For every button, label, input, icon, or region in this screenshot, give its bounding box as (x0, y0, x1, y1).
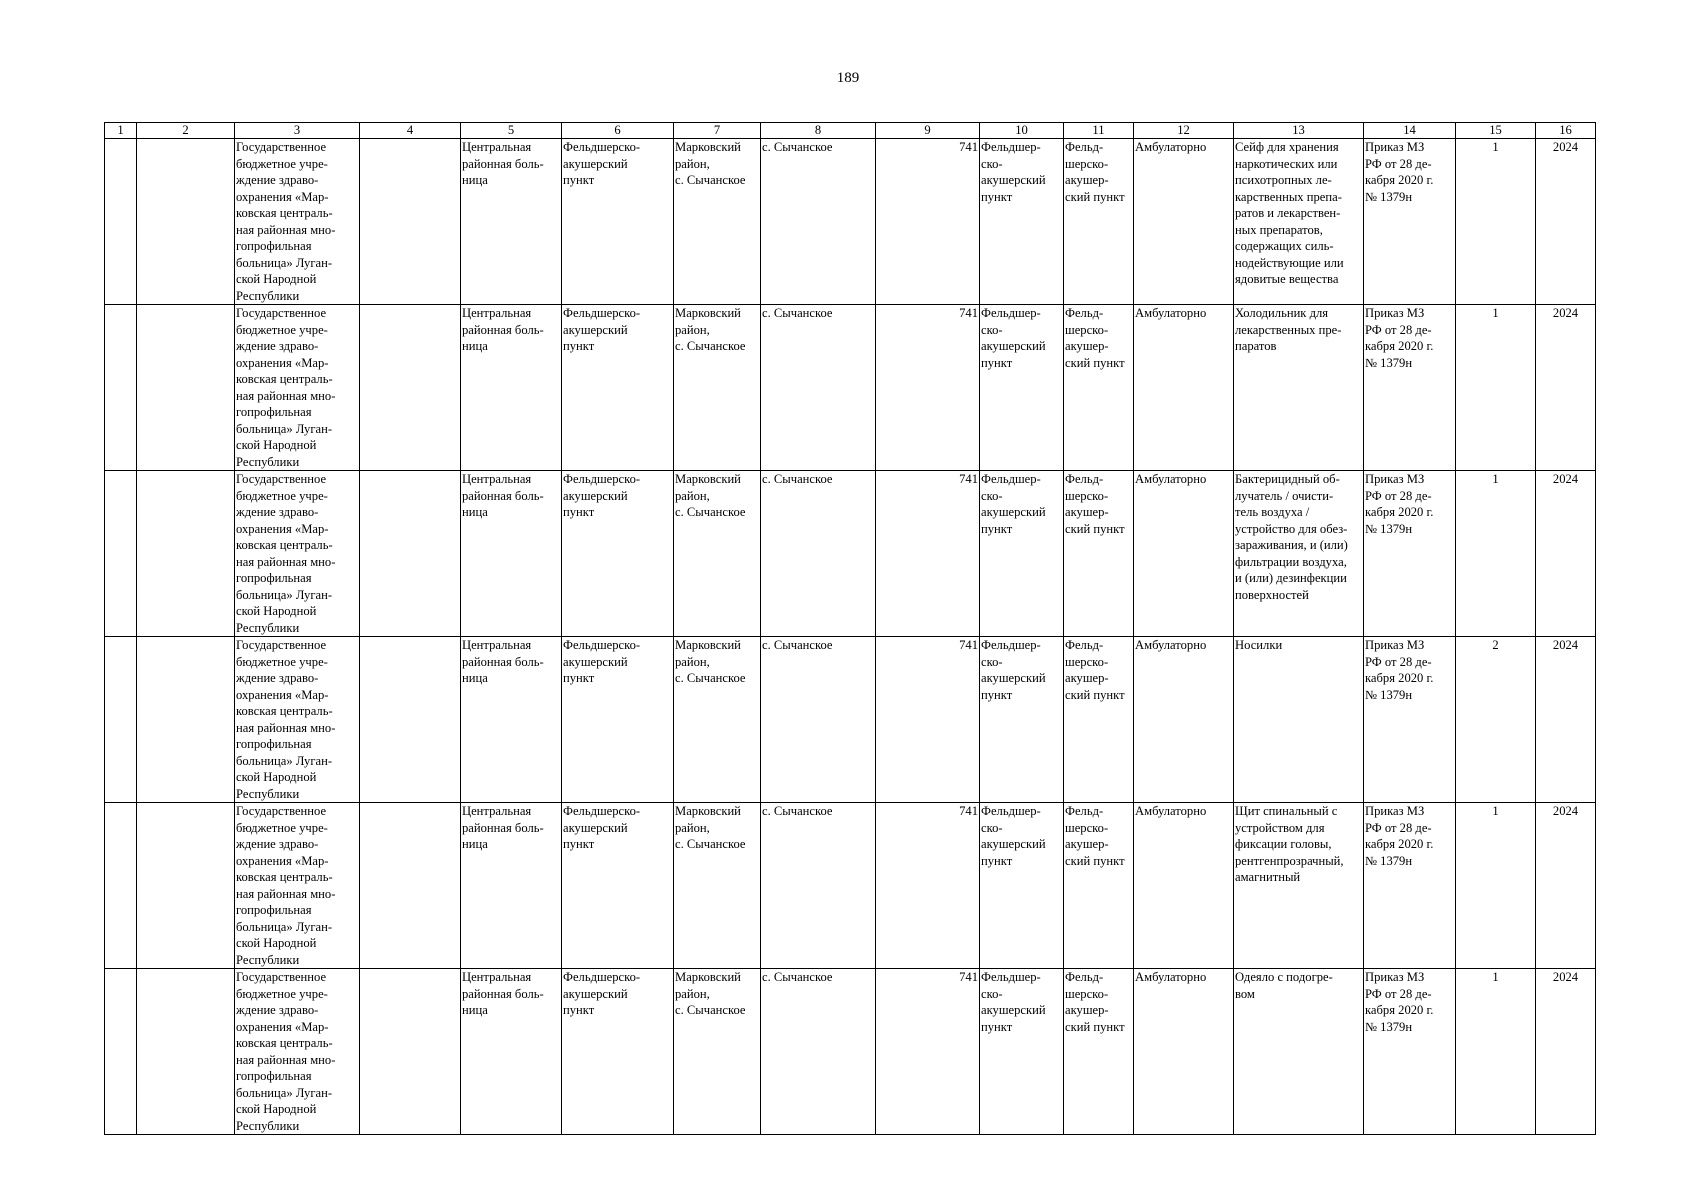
cell-subdivision: Фельд- шерско- акушер- ский пункт (1064, 305, 1134, 471)
cell-hospital-type: Центральная районная боль- ница (461, 637, 562, 803)
cell-order: Приказ МЗ РФ от 28 де- кабря 2020 г. № 1379н (1364, 803, 1456, 969)
cell-settlement: с. Сычанское (761, 305, 876, 471)
cell-col-4 (360, 969, 461, 1135)
header-cell-1: 1 (105, 123, 137, 139)
table-row (105, 969, 1596, 1135)
cell-district: Марковский район, с. Сычанское (674, 305, 761, 471)
cell-population: 741 (876, 471, 980, 637)
cell-col-2 (137, 305, 235, 471)
table-row (105, 305, 1596, 471)
cell-district: Марковский район, с. Сычанское (674, 637, 761, 803)
cell-quantity: 1 (1456, 969, 1536, 1135)
cell-col-1 (105, 139, 137, 305)
cell-col-2 (137, 803, 235, 969)
cell-col-2 (137, 969, 235, 1135)
cell-institution: Государственное бюджетное учре- ждение здраво- охранения «Мар- ковская централь- ная районная мно- гопрофильная больница» Луган- ской Народной Республики (235, 305, 360, 471)
cell-district: Марковский район, с. Сычанское (674, 471, 761, 637)
cell-settlement: с. Сычанское (761, 637, 876, 803)
header-cell-16: 16 (1536, 123, 1596, 139)
cell-col-4 (360, 471, 461, 637)
cell-facility: Фельдшер- ско- акушерский пункт (980, 305, 1064, 471)
cell-equipment: Сейф для хранения наркотических или психотропных ле- карственных препа- ратов и лекарствен- ных препаратов, содержащих силь- нодействующие или ядовитые вещества (1234, 139, 1364, 305)
table-row (105, 637, 1596, 803)
cell-population: 741 (876, 803, 980, 969)
registry-table (104, 122, 1596, 1135)
cell-order: Приказ МЗ РФ от 28 де- кабря 2020 г. № 1379н (1364, 305, 1456, 471)
cell-population: 741 (876, 637, 980, 803)
cell-care-condition: Амбулаторно (1134, 803, 1234, 969)
cell-institution: Государственное бюджетное учре- ждение здраво- охранения «Мар- ковская централь- ная районная мно- гопрофильная больница» Луган- ской Народной Республики (235, 637, 360, 803)
cell-col-1 (105, 471, 137, 637)
header-cell-12: 12 (1134, 123, 1234, 139)
table-row (105, 471, 1596, 637)
cell-equipment: Бактерицидный об- лучатель / очисти- тель воздуха / устройство для обез- зараживания, и (или) фильтрации воздуха, и (или) дезинфекции поверхностей (1234, 471, 1364, 637)
cell-unit-type: Фельдшерско- акушерский пункт (562, 139, 674, 305)
cell-year: 2024 (1536, 637, 1596, 803)
cell-col-4 (360, 637, 461, 803)
cell-order: Приказ МЗ РФ от 28 де- кабря 2020 г. № 1379н (1364, 969, 1456, 1135)
cell-quantity: 1 (1456, 305, 1536, 471)
cell-hospital-type: Центральная районная боль- ница (461, 969, 562, 1135)
cell-subdivision: Фельд- шерско- акушер- ский пункт (1064, 471, 1134, 637)
header-cell-7: 7 (674, 123, 761, 139)
cell-population: 741 (876, 969, 980, 1135)
cell-facility: Фельдшер- ско- акушерский пункт (980, 969, 1064, 1135)
cell-quantity: 1 (1456, 139, 1536, 305)
cell-order: Приказ МЗ РФ от 28 де- кабря 2020 г. № 1379н (1364, 139, 1456, 305)
header-cell-5: 5 (461, 123, 562, 139)
cell-col-2 (137, 471, 235, 637)
cell-institution: Государственное бюджетное учре- ждение здраво- охранения «Мар- ковская централь- ная районная мно- гопрофильная больница» Луган- ской Народной Республики (235, 139, 360, 305)
cell-col-1 (105, 305, 137, 471)
page-number: 189 (836, 70, 860, 86)
header-row (105, 123, 1596, 139)
cell-settlement: с. Сычанское (761, 969, 876, 1135)
cell-unit-type: Фельдшерско- акушерский пункт (562, 969, 674, 1135)
cell-hospital-type: Центральная районная боль- ница (461, 305, 562, 471)
cell-institution: Государственное бюджетное учре- ждение здраво- охранения «Мар- ковская централь- ная районная мно- гопрофильная больница» Луган- ской Народной Республики (235, 969, 360, 1135)
cell-facility: Фельдшер- ско- акушерский пункт (980, 803, 1064, 969)
cell-subdivision: Фельд- шерско- акушер- ский пункт (1064, 969, 1134, 1135)
cell-hospital-type: Центральная районная боль- ница (461, 803, 562, 969)
cell-col-4 (360, 139, 461, 305)
cell-col-4 (360, 803, 461, 969)
cell-settlement: с. Сычанское (761, 803, 876, 969)
cell-equipment: Носилки (1234, 637, 1364, 803)
cell-subdivision: Фельд- шерско- акушер- ский пункт (1064, 139, 1134, 305)
cell-population: 741 (876, 139, 980, 305)
cell-facility: Фельдшер- ско- акушерский пункт (980, 637, 1064, 803)
header-cell-8: 8 (761, 123, 876, 139)
cell-equipment: Одеяло с подогре- вом (1234, 969, 1364, 1135)
cell-quantity: 2 (1456, 637, 1536, 803)
cell-district: Марковский район, с. Сычанское (674, 969, 761, 1135)
cell-year: 2024 (1536, 305, 1596, 471)
cell-equipment: Холодильник для лекарственных пре- паратов (1234, 305, 1364, 471)
cell-col-1 (105, 969, 137, 1135)
cell-district: Марковский район, с. Сычанское (674, 803, 761, 969)
cell-col-2 (137, 637, 235, 803)
cell-year: 2024 (1536, 139, 1596, 305)
header-cell-2: 2 (137, 123, 235, 139)
cell-care-condition: Амбулаторно (1134, 305, 1234, 471)
table-row (105, 139, 1596, 305)
header-cell-3: 3 (235, 123, 360, 139)
cell-subdivision: Фельд- шерско- акушер- ский пункт (1064, 803, 1134, 969)
cell-settlement: с. Сычанское (761, 139, 876, 305)
cell-col-4 (360, 305, 461, 471)
cell-year: 2024 (1536, 471, 1596, 637)
cell-col-1 (105, 637, 137, 803)
cell-order: Приказ МЗ РФ от 28 де- кабря 2020 г. № 1379н (1364, 471, 1456, 637)
header-cell-15: 15 (1456, 123, 1536, 139)
header-cell-14: 14 (1364, 123, 1456, 139)
cell-care-condition: Амбулаторно (1134, 969, 1234, 1135)
cell-settlement: с. Сычанское (761, 471, 876, 637)
header-cell-10: 10 (980, 123, 1064, 139)
cell-hospital-type: Центральная районная боль- ница (461, 139, 562, 305)
cell-population: 741 (876, 305, 980, 471)
cell-year: 2024 (1536, 969, 1596, 1135)
cell-unit-type: Фельдшерско- акушерский пункт (562, 305, 674, 471)
cell-district: Марковский район, с. Сычанское (674, 139, 761, 305)
header-cell-6: 6 (562, 123, 674, 139)
cell-unit-type: Фельдшерско- акушерский пункт (562, 471, 674, 637)
cell-equipment: Щит спинальный с устройством для фиксации головы, рентгенпрозрачный, амагнитный (1234, 803, 1364, 969)
cell-care-condition: Амбулаторно (1134, 637, 1234, 803)
cell-hospital-type: Центральная районная боль- ница (461, 471, 562, 637)
header-cell-13: 13 (1234, 123, 1364, 139)
cell-institution: Государственное бюджетное учре- ждение здраво- охранения «Мар- ковская централь- ная районная мно- гопрофильная больница» Луган- ской Народной Республики (235, 803, 360, 969)
cell-unit-type: Фельдшерско- акушерский пункт (562, 803, 674, 969)
cell-facility: Фельдшер- ско- акушерский пункт (980, 139, 1064, 305)
cell-care-condition: Амбулаторно (1134, 471, 1234, 637)
cell-quantity: 1 (1456, 471, 1536, 637)
cell-subdivision: Фельд- шерско- акушер- ский пункт (1064, 637, 1134, 803)
header-cell-9: 9 (876, 123, 980, 139)
cell-col-2 (137, 139, 235, 305)
table-body (105, 139, 1596, 1135)
cell-care-condition: Амбулаторно (1134, 139, 1234, 305)
cell-col-1 (105, 803, 137, 969)
table-row (105, 803, 1596, 969)
table-header (105, 123, 1596, 139)
cell-year: 2024 (1536, 803, 1596, 969)
cell-facility: Фельдшер- ско- акушерский пункт (980, 471, 1064, 637)
cell-institution: Государственное бюджетное учре- ждение здраво- охранения «Мар- ковская централь- ная районная мно- гопрофильная больница» Луган- ской Народной Республики (235, 471, 360, 637)
cell-quantity: 1 (1456, 803, 1536, 969)
header-cell-11: 11 (1064, 123, 1134, 139)
cell-unit-type: Фельдшерско- акушерский пункт (562, 637, 674, 803)
header-cell-4: 4 (360, 123, 461, 139)
cell-order: Приказ МЗ РФ от 28 де- кабря 2020 г. № 1379н (1364, 637, 1456, 803)
